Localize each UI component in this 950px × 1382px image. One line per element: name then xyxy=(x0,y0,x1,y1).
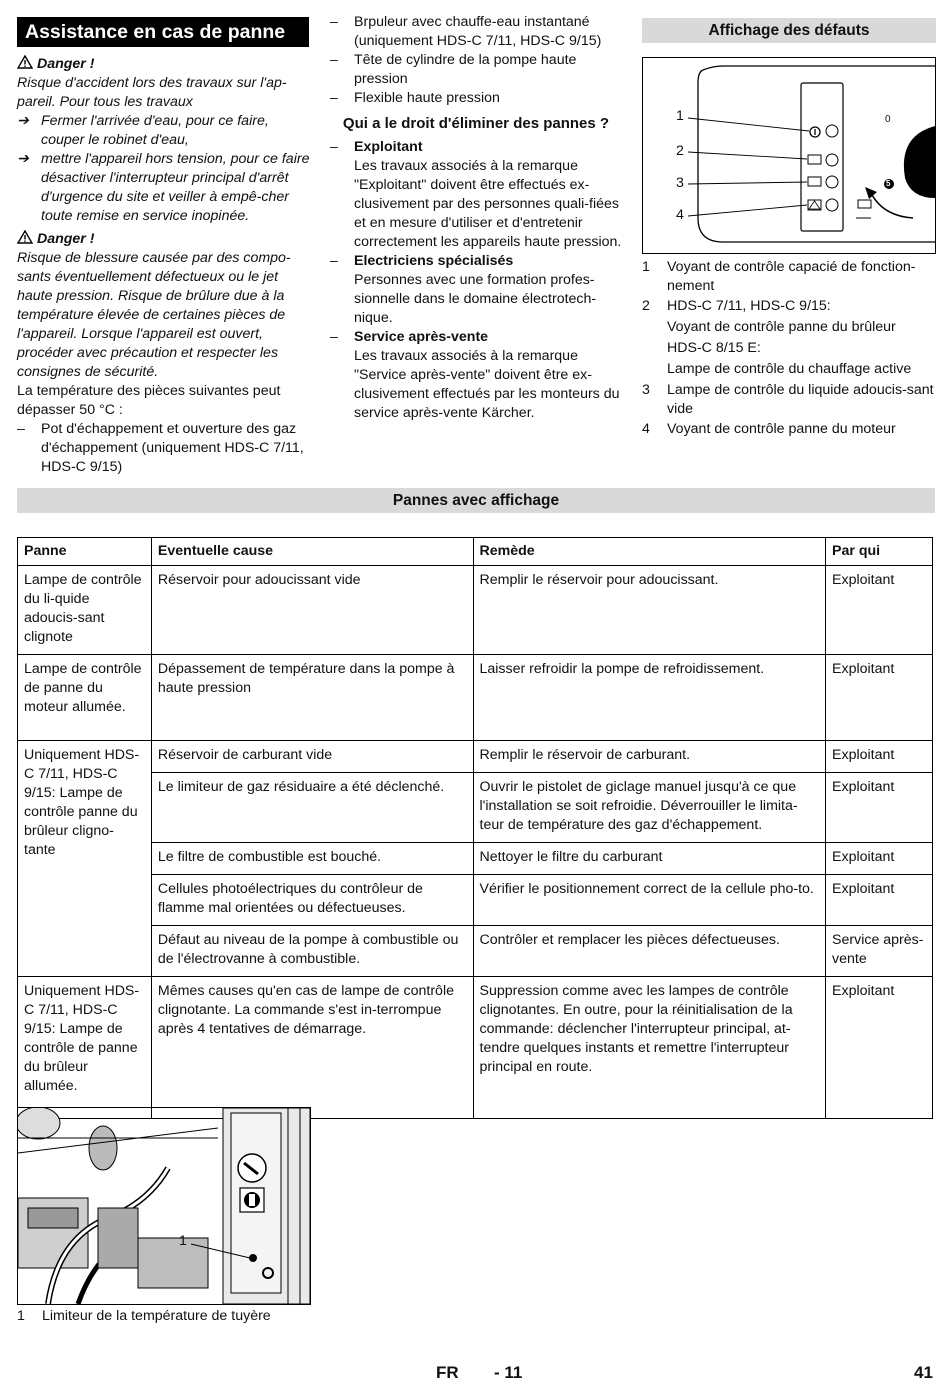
nozzle-limiter-figure xyxy=(17,1107,311,1305)
who-cell: Service après-vente xyxy=(826,926,933,977)
column-header: Remède xyxy=(473,538,826,566)
column-2 xyxy=(330,13,622,423)
role-item: – Electriciens spécialisés xyxy=(330,253,514,269)
remedy-cell: Laisser refroidir la pompe de refroidissement. xyxy=(473,655,826,741)
arrow-right-icon: ➔ xyxy=(17,151,29,167)
who-cell: Exploitant xyxy=(826,977,933,1119)
language-code: FR xyxy=(436,1363,459,1382)
figure-callout: 1 xyxy=(676,108,684,124)
role-description: Les travaux associés à la remarque "Exploitant" doivent être effectués ex-clusivement par des personnes quali-fiées et en mesure d'utiliser et d'entretenir correctement les appareils haute pression. xyxy=(354,158,622,250)
cause-cell: Le filtre de combustible est bouché. xyxy=(151,843,473,875)
column-header: Par qui xyxy=(826,538,933,566)
table-row xyxy=(18,773,933,843)
remedy-cell: Contrôler et remplacer les pièces défectueuses. xyxy=(473,926,826,977)
role-item: – Service après-vente xyxy=(330,329,489,345)
role-description: Les travaux associés à la remarque "Service après-vente" doivent être ex-clusivement effectués par les monteurs du service après-vente Kärcher. xyxy=(354,348,620,421)
legend-item: 4 Voyant de contrôle panne du moteur xyxy=(642,421,896,437)
switch-off-symbol: 0 xyxy=(885,114,891,125)
cause-cell: Cellules photoélectriques du contrôleur de flamme mal orientées ou défectueuses. xyxy=(151,875,473,926)
control-panel-figure xyxy=(642,57,936,254)
cause-cell: Le limiteur de gaz résiduaire a été déclenché. xyxy=(151,773,473,843)
danger-step: ➔ Fermer l'arrivée d'eau, pour ce faire, couper le robinet d'eau, xyxy=(17,113,269,148)
panne-cell: Uniquement HDS-C 7/11, HDS-C 9/15: Lampe de contrôle de panne du brûleur allumée. xyxy=(18,977,152,1119)
remedy-cell: Nettoyer le filtre du carburant xyxy=(473,843,826,875)
table-row xyxy=(18,926,933,977)
panne-cell: Lampe de contrôle de panne du moteur allumée. xyxy=(18,655,152,741)
table-header-row xyxy=(18,538,933,566)
switch-position-symbol: 5 xyxy=(886,179,891,188)
who-cell: Exploitant xyxy=(826,655,933,741)
fault-display-heading: Affichage des défauts xyxy=(642,18,936,43)
table-row xyxy=(18,655,933,741)
figure-legend xyxy=(642,258,936,439)
legend-item: 3 Lampe de contrôle du liquide adoucis-sant vide xyxy=(642,382,934,417)
panne-cell: Lampe de contrôle du li-quide adoucis-sant clignote xyxy=(18,566,152,655)
remedy-cell: Vérifier le positionnement correct de la cellule pho-to. xyxy=(473,875,826,926)
temperature-item: – Tête de cylindre de la pompe haute pression xyxy=(330,52,577,87)
warning-icon xyxy=(17,231,37,247)
danger-label-2: Danger ! xyxy=(36,231,95,247)
danger-text-2: Risque de blessure causée par des compo-sants éventuellement défectueux ou le jet haute pression. Risque de brûlure due à la température élevée de certaines pièces de l'appareil. Lorsque l'appareil est ouvert, procéder avec précaution et respecter les consignes de sécurité. xyxy=(17,250,291,380)
cause-cell: Mêmes causes qu'en cas de lampe de contrôle clignotante. La commande s'est in-terrompue après 4 tentatives de démarrage. xyxy=(151,977,473,1119)
table-row xyxy=(18,566,933,655)
temperature-item: – Brpuleur avec chauffe-eau instantané (uniquement HDS-C 7/11, HDS-C 9/15) xyxy=(330,14,602,49)
arrow-right-icon: ➔ xyxy=(17,113,29,129)
who-cell: Exploitant xyxy=(826,773,933,843)
remedy-cell: Remplir le réservoir pour adoucissant. xyxy=(473,566,826,655)
page-title: Assistance en cas de panne xyxy=(17,17,309,47)
panne-cell: Uniquement HDS-C 7/11, HDS-C 9/15: Lampe de contrôle panne du brûleur cligno-tante xyxy=(18,741,152,977)
remedy-cell: Ouvrir le pistolet de giclage manuel jusqu'à ce que l'installation se soit refroidie. Déverrouiller le limita-teur de température des gaz d'échappement. xyxy=(473,773,826,843)
cause-cell: Réservoir de carburant vide xyxy=(151,741,473,773)
table-row xyxy=(18,741,933,773)
warning-icon xyxy=(17,56,37,72)
fault-table xyxy=(17,537,933,1119)
legend-item: 2 HDS-C 7/11, HDS-C 9/15: xyxy=(642,298,831,314)
legend-item: HDS-C 8/15 E: xyxy=(667,340,761,356)
remedy-cell: Suppression comme avec les lampes de contrôle clignotantes. En outre, pour la réinitialisation de la commande: déclencher l'interrupteur principal, at-tendre quelques instants et remettre l'interrupteur principal en route. xyxy=(473,977,826,1119)
temperature-item: – Flexible haute pression xyxy=(330,90,500,106)
local-page-number: - 11 xyxy=(494,1363,523,1382)
role-item: – Exploitant xyxy=(330,139,423,155)
who-cell: Exploitant xyxy=(826,843,933,875)
table-row xyxy=(18,843,933,875)
who-cell: Exploitant xyxy=(826,741,933,773)
danger-label-1: Danger ! xyxy=(36,56,95,72)
cause-cell: Défaut au niveau de la pompe à combustible ou de l'électrovanne à combustible. xyxy=(151,926,473,977)
legend-item: Lampe de contrôle du chauffage active xyxy=(667,361,912,377)
cause-cell: Dépassement de température dans la pompe à haute pression xyxy=(151,655,473,741)
table-row xyxy=(18,875,933,926)
cause-cell: Réservoir pour adoucissant vide xyxy=(151,566,473,655)
column-3 xyxy=(642,18,936,439)
danger-text-1: Risque d'accident lors des travaux sur l'ap-pareil. Pour tous les travaux xyxy=(17,75,287,110)
column-1 xyxy=(17,55,312,477)
role-description: Personnes avec une formation profes-sionnelle dans le domaine électrotech-nique. xyxy=(354,272,597,326)
page-number: 41 xyxy=(914,1363,933,1382)
temperature-intro: La température des pièces suivantes peut dépasser 50 °C : xyxy=(17,383,281,418)
column-header: Panne xyxy=(18,538,152,566)
table-row xyxy=(18,977,933,1119)
remedy-cell: Remplir le réservoir de carburant. xyxy=(473,741,826,773)
temperature-item: – Pot d'échappement et ouverture des gaz d'échappement (uniquement HDS-C 7/11, HDS-C 9/15) xyxy=(17,421,304,475)
who-may-repair-heading: Qui a le droit d'éliminer des pannes ? xyxy=(342,115,610,132)
legend-item: 1 Voyant de contrôle capacié de fonction-nement xyxy=(642,259,916,294)
danger-step: ➔ mettre l'appareil hors tension, pour ce faire désactiver l'interrupteur principal d'arrêt d'urgence du site et veiller à empê-cher toute remise en service inopinée. xyxy=(17,151,310,224)
who-cell: Exploitant xyxy=(826,566,933,655)
faults-with-display-heading: Pannes avec affichage xyxy=(17,488,935,513)
bottom-figure-caption: 1 Limiteur de la température de tuyère xyxy=(17,1308,271,1324)
figure-callout: 2 xyxy=(676,143,684,159)
figure-callout: 1 xyxy=(179,1233,187,1249)
figure-callout: 3 xyxy=(676,175,684,191)
legend-item: Voyant de contrôle panne du brûleur xyxy=(667,319,896,335)
indicator-lights xyxy=(826,125,838,211)
who-cell: Exploitant xyxy=(826,875,933,926)
column-header: Eventuelle cause xyxy=(151,538,473,566)
figure-callout: 4 xyxy=(676,207,684,223)
